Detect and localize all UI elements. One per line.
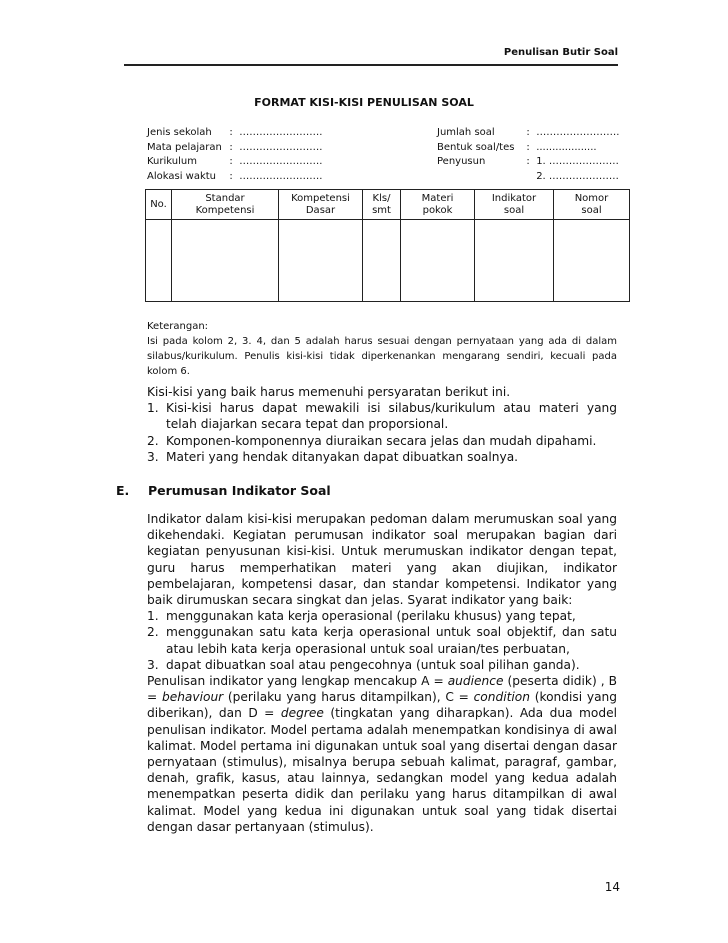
list-item: 2. Komponen-komponennya diuraikan secara jelas dan mudah dipahami.	[147, 433, 597, 448]
section-letter: E.	[116, 483, 130, 498]
field-label: Penyusun	[437, 156, 486, 167]
requirements-block	[147, 384, 617, 465]
field-row	[437, 170, 619, 185]
list-item: 1. Kisi-kisi harus dapat mewakili isi silabus/kurikulum atau materi yang telah diajarkan secara tepat dan proporsional.	[147, 401, 617, 432]
table-row	[146, 220, 630, 302]
running-header-title: Penulisan Butir Soal	[503, 47, 618, 58]
field-label: Jenis sekolah	[147, 127, 212, 138]
field-row: Kurikulum : …………………….	[147, 155, 322, 170]
form-left-fields	[147, 126, 322, 184]
field-value: 2. …………………	[536, 170, 619, 182]
field-label: Alokasi waktu	[147, 170, 217, 182]
section-title: Perumusan Indikator Soal	[148, 483, 331, 498]
field-value: …………………….	[239, 127, 323, 138]
table-cell	[146, 220, 172, 302]
field-value: 1. …………………	[536, 156, 619, 167]
paragraph: Penulisan indikator yang lengkap mencakup A = audience (peserta didik) , B = behaviour (perilaku yang harus ditampilkan), C = condition (kondisi yang diberikan), dan D = degree (tingkatan yang diharapkan). Ada dua model penulisan indikator. Model pertama adalah menempatkan kondisinya di awal kalimat. Model pertama ini digunakan untuk soal yang disertai dengan dasar pernyataan (stimulus), misalnya berupa sebuah kalimat, paragraf, gambar, denah, grafik, kasus, atau lainnya, sedangkan model yang kedua adalah menempatkan peserta didik dan perilaku yang harus ditampilkan di awal kalimat. Model yang kedua ini digunakan untuk soal yang tidak disertai dengan dasar pertanyaan (stimulus).	[147, 674, 617, 834]
table-cell	[363, 220, 401, 302]
field-value: ...................	[536, 141, 597, 153]
kisi-kisi-table	[145, 189, 630, 302]
section-e-paragraph-2	[147, 673, 617, 835]
field-value: …………………….	[239, 156, 323, 167]
field-label: Jumlah soal	[437, 127, 495, 138]
column-header: Nomor soal	[554, 190, 630, 220]
column-header: Materi pokok	[401, 190, 475, 220]
table-cell	[554, 220, 630, 302]
table-cell	[401, 220, 475, 302]
column-header: No.	[146, 190, 172, 220]
list-item: 3. dapat dibuatkan soal atau pengecohnya (untuk soal pilihan ganda).	[147, 657, 580, 672]
keterangan-text: Isi pada kolom 2, 3. 4, dan 5 adalah harus sesuai dengan pernyataan yang ada di dalam silabus/kurikulum. Penulis kisi-kisi tidak diperkenankan mengarang sendiri, kecuali pada kolom 6.	[147, 336, 617, 377]
field-value: …………………….	[239, 170, 323, 182]
header-divider	[124, 64, 618, 66]
field-label: Bentuk soal/tes	[437, 141, 515, 153]
field-label: Mata pelajaran	[147, 141, 222, 153]
column-header: Indikator soal	[475, 190, 554, 220]
form-right-fields	[437, 126, 619, 184]
table-cell	[172, 220, 279, 302]
column-header: Kls/ smt	[363, 190, 401, 220]
field-row: Penyusun : 1. …………………	[437, 155, 619, 170]
form-title: FORMAT KISI-KISI PENULISAN SOAL	[254, 96, 474, 109]
page-number: 14	[604, 880, 620, 894]
table-cell	[475, 220, 554, 302]
field-value: …………………….	[536, 127, 620, 138]
table-header-row	[146, 190, 630, 220]
list-item: 3. Materi yang hendak ditanyakan dapat dibuatkan soalnya.	[147, 449, 519, 464]
field-label: Kurikulum	[147, 156, 197, 167]
field-row: Mata pelajaran : …………………….	[147, 141, 322, 156]
section-heading	[116, 483, 331, 498]
field-value: …………………….	[239, 141, 323, 153]
list-item: 1. menggunakan kata kerja operasional (perilaku khusus) yang tepat,	[147, 609, 576, 624]
keterangan-label: Keterangan:	[147, 321, 209, 332]
section-e-body	[147, 511, 617, 673]
field-row: Alokasi waktu : …………………….	[147, 170, 322, 185]
list-item: 2. menggunakan satu kata kerja operasional untuk soal objektif, dan satu atau lebih kata kerja operasional untuk soal uraian/tes perbuatan,	[147, 625, 617, 656]
field-row: Jenis sekolah : …………………….	[147, 126, 322, 141]
table-cell	[279, 220, 363, 302]
keterangan-note	[147, 319, 617, 379]
paragraph: Indikator dalam kisi-kisi merupakan pedoman dalam merumuskan soal yang dikehendaki. Kegiatan perumusan indikator soal merupakan bagian dari kegiatan penyusunan kisi-kisi. Untuk merumuskan indikator dengan tepat, guru harus memperhatikan materi yang akan diujikan, indikator pembelajaran, kompetensi dasar, dan standar kompetensi. Indikator yang baik dirumuskan secara singkat dan jelas. Syarat indikator yang baik:	[147, 512, 617, 608]
column-header: Kompetensi Dasar	[279, 190, 363, 220]
field-row: Bentuk soal/tes : ...................	[437, 141, 619, 156]
requirements-intro: Kisi-kisi yang baik harus memenuhi persyaratan berikut ini.	[147, 385, 511, 399]
column-header: Standar Kompetensi	[172, 190, 279, 220]
field-row: Jumlah soal : …………………….	[437, 126, 619, 141]
